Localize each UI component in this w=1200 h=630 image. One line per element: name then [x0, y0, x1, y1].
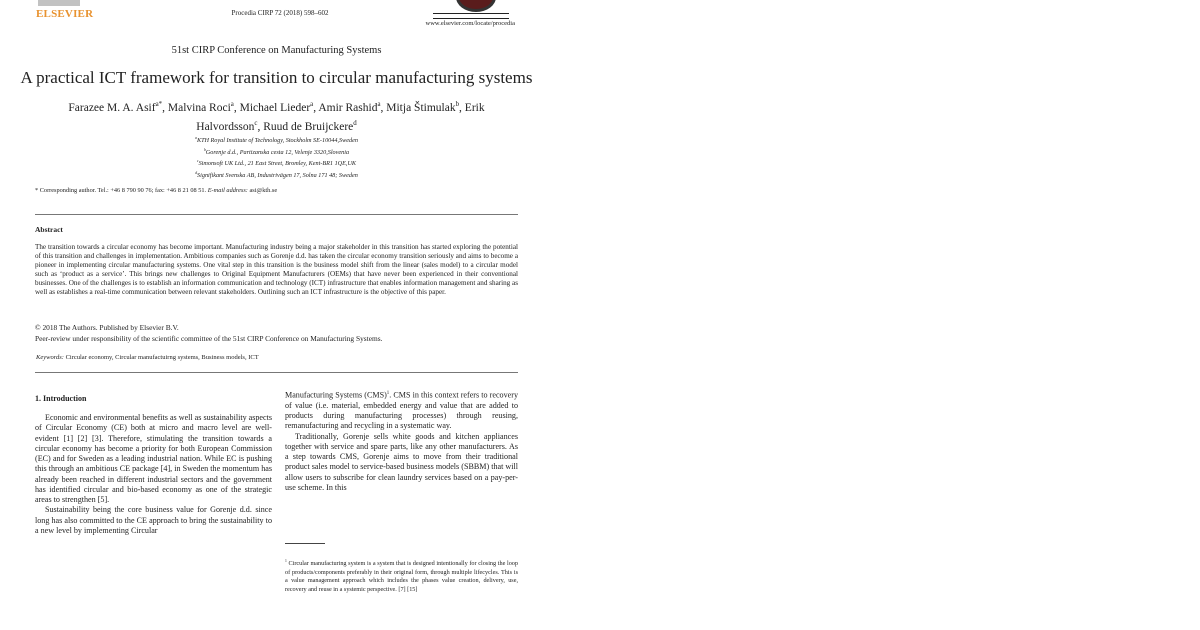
abstract-text: The transition towards a circular economy has become important. Manufacturing industry being a major stakeholder in this transition has started exploring the potential of this transition and challenges in implementation. Ambitious companies such as Gorenje d.d. has taken the circular economy transition seriously and aims to become a pioneer in implementing circular manufacturing systems. One vital step in this transition is the business model shift from the linear (sales model) to a circular model such as ‘product as a service’. This brings new challenges to Original Equipment Manufacturers (OEMs) that have never been experienced in their conventional businesses. One of the challenges is to establish an information communication and technology (ICT) infrastructure that enables information management and sharing as well as establishes a real-time communication between relevant stakeholders. Outlining such an ICT infrastructure is the objective of this paper. [35, 243, 518, 297]
footnote [285, 557, 518, 594]
conference-name: 51st CIRP Conference on Manufacturing Systems [171, 45, 382, 56]
abstract-heading: Abstract [35, 225, 63, 234]
affiliation-text: Gorenje d.d., Partizanska cesta 12, Velenje 3320,Slovenia [205, 148, 350, 156]
paragraph [285, 389, 518, 432]
footnote-text: Circular manufacturing system is a system that is designed intentionally for closing the loop of products/components preferably in their original form, through multiple lifecycles. This is a value management approach which includes the phases value creation, delivery, use, recovery and reuse in a systemic perspective. [7] [15] [285, 560, 518, 593]
author-sup: a* [155, 101, 163, 108]
affiliation-sup: c [196, 159, 199, 164]
elsevier-wordmark: ELSEVIER [36, 8, 94, 20]
affiliation-sup: b [203, 147, 206, 152]
corresponding-text: * Corresponding author. Tel.: +46 8 790 90 76; fax: +46 8 21 08 51. [35, 187, 208, 194]
text: Manufacturing Systems (CMS) [285, 390, 387, 400]
affiliation-text: Signifikant Svenska AB, Industrivägen 17, Solna 171 48; Sweden [197, 172, 358, 180]
affiliations [35, 134, 518, 181]
author: Ruud de Bruijckere [263, 120, 354, 133]
footnote-sup: 1 [285, 559, 287, 563]
footnote-ref[interactable]: 1 [386, 391, 390, 396]
journal-url[interactable]: www.elsevier.com/locate/procedia [425, 20, 515, 27]
email-link[interactable]: asi@kth.se [247, 187, 278, 194]
right-column [285, 389, 518, 493]
author: Malvina Roci [167, 101, 231, 114]
author-sup: a [310, 101, 314, 108]
paragraph: Traditionally, Gorenje sells white goods and kitchen appliances together with service and spare parts, like any other manufacturers. As a step towards CMS, Gorenje aims to move from their traditional product sales model to service-based business models (SBBM) that will allow users to subscribe for clean laundry services based on a pay-per-use scheme. In this [285, 431, 518, 492]
footnote-divider [285, 543, 325, 544]
affiliation-sup: d [195, 170, 198, 175]
author: Erik Halvordsson [196, 101, 485, 133]
author-list: Farazee M. A. Asif$^{a*}$, Malvina Roci$^a$, Michael Lieder$^a$, Amir Rashid$^a$, Mitja Štimulak$^b$, Erik Halvordsson$^c$, Ruud de Bruijckere$^d$ [68, 101, 485, 133]
author: Farazee M. A. Asif [68, 101, 156, 114]
author: Mitja Štimulak [386, 101, 456, 114]
text: . CMS in this context refers to recovery of value (i.e. material, embedded energy and value that are added to products during manufacturing processes) through reusing, remanufacturing and recycling in a systematic way. [285, 390, 518, 431]
author: Michael Lieder [239, 101, 311, 114]
keywords-text: Circular economy, Circular manufactuirng systems, Business models, ICT [63, 354, 259, 361]
corresponding-author [35, 187, 277, 194]
author-sup: b [455, 101, 460, 108]
affiliation-text: KTH Royal Institute of Technology, Stockholm SE-10044,Sweden [196, 137, 358, 145]
copyright-block [35, 323, 382, 344]
tree-logo-icon [38, 0, 80, 6]
paragraph: Economic and environmental benefits as well as sustainability aspects of Circular Economy (CE) both at micro and macro level are well-evident [1] [2] [3]. Therefore, stimulating the transition towards a circular economy has become a priority for both European Commission (EC) and for Sweden as a leading industrial nation. While EC is pushing this through an ambitious CE package [4], in Sweden the momentum has already been reached in different industrial sectors and the government has identified circular and bio-based economy as one of the strategic areas to strengthen [5]. [35, 413, 273, 504]
author-sup: c [254, 119, 258, 127]
keywords [36, 354, 259, 361]
author-sup: d [353, 119, 357, 127]
introduction-heading: 1. Introduction [35, 394, 87, 403]
affiliation [35, 169, 518, 181]
author-sup: a [377, 101, 381, 108]
affiliation-text: Simonsoft UK Ltd., 21 East Street, Bromley, Kent-BR1 1QE,UK [198, 160, 357, 168]
peer-review: Peer-review under responsibility of the scientific committee of the 51st CIRP Conference on Manufacturing Systems. [35, 333, 383, 343]
affiliation [35, 134, 518, 146]
author: Amir Rashid [318, 101, 378, 114]
header-rule [433, 13, 509, 19]
email-label: E-mail address: [207, 187, 248, 194]
paper-title: A practical ICT framework for transition to circular manufacturing systems [20, 68, 533, 87]
affiliation [35, 146, 518, 158]
affiliation [35, 157, 518, 169]
divider [35, 372, 518, 373]
author-sup: a [230, 101, 234, 108]
divider [35, 214, 518, 215]
left-column [35, 413, 272, 536]
journal-reference: Procedia CIRP 72 (2018) 598–602 [231, 9, 329, 17]
paragraph: Sustainability being the core business value for Gorenje d.d. since long has also committed to the CE approach to bring the sustainability to a new level by implementing Circular [35, 505, 272, 535]
copyright: © 2018 The Authors. Published by Elsevier B.V. [35, 323, 179, 332]
affiliation-sup: a [195, 136, 197, 140]
keywords-label: Keywords: [36, 354, 64, 361]
